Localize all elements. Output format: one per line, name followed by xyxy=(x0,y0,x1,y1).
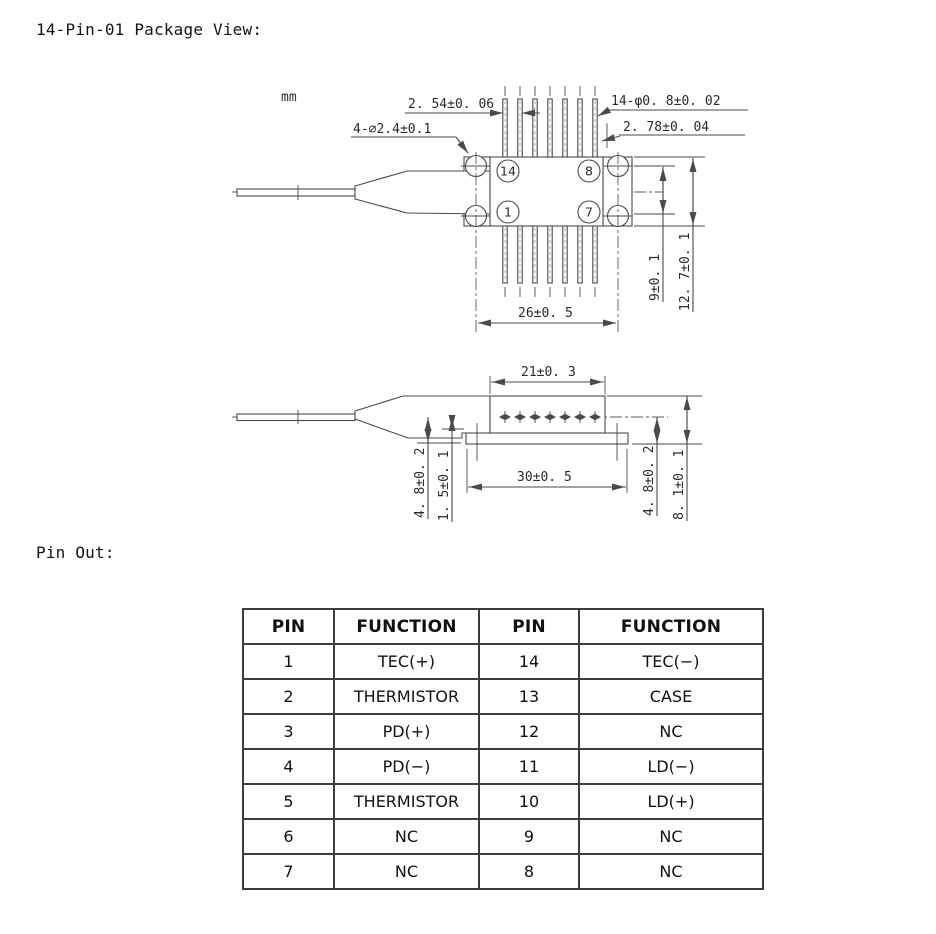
dim-pin-diameter xyxy=(598,94,748,116)
svg-text:4. 8±0. 2: 4. 8±0. 2 xyxy=(642,445,657,516)
table-row xyxy=(243,644,763,679)
table-cell: LD(+) xyxy=(579,784,763,819)
table-cell: 1 xyxy=(243,644,334,679)
table-cell: LD(−) xyxy=(579,749,763,784)
pin-label-7: 7 xyxy=(585,204,593,220)
table-cell: 4 xyxy=(243,749,334,784)
table-cell: THERMISTOR xyxy=(334,679,479,714)
svg-text:21±0. 3: 21±0. 3 xyxy=(521,365,576,380)
svg-text:2. 54±0. 06: 2. 54±0. 06 xyxy=(408,97,495,112)
table-cell: 10 xyxy=(479,784,579,819)
pin-label-1: 1 xyxy=(504,204,512,220)
svg-text:30±0. 5: 30±0. 5 xyxy=(517,470,572,485)
pinout-table xyxy=(242,608,764,890)
table-cell: NC xyxy=(334,854,479,889)
svg-text:1. 5±0. 1: 1. 5±0. 1 xyxy=(437,450,452,521)
table-cell: 11 xyxy=(479,749,579,784)
top-view xyxy=(232,86,748,334)
table-cell: CASE xyxy=(579,679,763,714)
pinout-heading: Pin Out: xyxy=(36,543,115,562)
table-header-row xyxy=(243,609,763,644)
base-plate xyxy=(466,433,628,444)
bottom-pin-row xyxy=(503,226,597,297)
svg-text:2. 78±0. 04: 2. 78±0. 04 xyxy=(623,120,710,135)
package-body xyxy=(490,396,605,433)
dim-right-height xyxy=(632,417,702,516)
dim-base-width xyxy=(467,449,627,493)
table-cell: TEC(−) xyxy=(579,644,763,679)
table-cell: 2 xyxy=(243,679,334,714)
table-cell: 12 xyxy=(479,714,579,749)
dim-body-height xyxy=(634,157,705,312)
dim-mount-hole xyxy=(351,122,468,153)
table-cell: 8 xyxy=(479,854,579,889)
table-row xyxy=(243,854,763,889)
table-cell: 3 xyxy=(243,714,334,749)
table-cell: TEC(+) xyxy=(334,644,479,679)
table-cell: NC xyxy=(579,819,763,854)
col-header-pin-left: PIN xyxy=(243,609,334,644)
top-pin-row xyxy=(503,86,597,157)
table-cell: 7 xyxy=(243,854,334,889)
col-header-pin-right: PIN xyxy=(479,609,579,644)
unit-label: mm xyxy=(281,90,297,105)
table-cell: 5 xyxy=(243,784,334,819)
page-title: 14-Pin-01 Package View: xyxy=(36,20,263,39)
table-cell: NC xyxy=(579,714,763,749)
table-cell: PD(+) xyxy=(334,714,479,749)
dim-hole-height xyxy=(634,166,675,302)
table-cell: THERMISTOR xyxy=(334,784,479,819)
svg-text:26±0. 5: 26±0. 5 xyxy=(518,306,573,321)
svg-text:9±0. 1: 9±0. 1 xyxy=(648,254,663,301)
table-row xyxy=(243,819,763,854)
table-cell: NC xyxy=(334,819,479,854)
fiber-boot xyxy=(355,396,490,438)
pin-label-14: 14 xyxy=(500,163,516,179)
svg-text:4. 8±0. 2: 4. 8±0. 2 xyxy=(413,447,428,518)
table-cell: PD(−) xyxy=(334,749,479,784)
dim-row-offset xyxy=(602,120,745,148)
fiber-pigtail xyxy=(237,185,355,200)
table-row xyxy=(243,784,763,819)
table-cell: 9 xyxy=(479,819,579,854)
table-cell: 13 xyxy=(479,679,579,714)
table-cell: NC xyxy=(579,854,763,889)
dim-lid-width xyxy=(490,365,605,394)
table-row xyxy=(243,679,763,714)
pin-label-8: 8 xyxy=(585,163,593,179)
svg-text:4-∅2.4±0.1: 4-∅2.4±0.1 xyxy=(353,122,432,137)
table-row xyxy=(243,714,763,749)
svg-text:14-φ0. 8±0. 02: 14-φ0. 8±0. 02 xyxy=(611,94,721,109)
svg-text:8. 1±0. 1: 8. 1±0. 1 xyxy=(672,449,687,520)
table-cell: 6 xyxy=(243,819,334,854)
col-header-function-right: FUNCTION xyxy=(579,609,763,644)
table-row xyxy=(243,749,763,784)
fiber-pigtail xyxy=(237,410,355,424)
table-cell: 14 xyxy=(479,644,579,679)
side-view xyxy=(232,365,702,522)
svg-text:12. 7±0. 1: 12. 7±0. 1 xyxy=(678,232,693,311)
col-header-function-left: FUNCTION xyxy=(334,609,479,644)
